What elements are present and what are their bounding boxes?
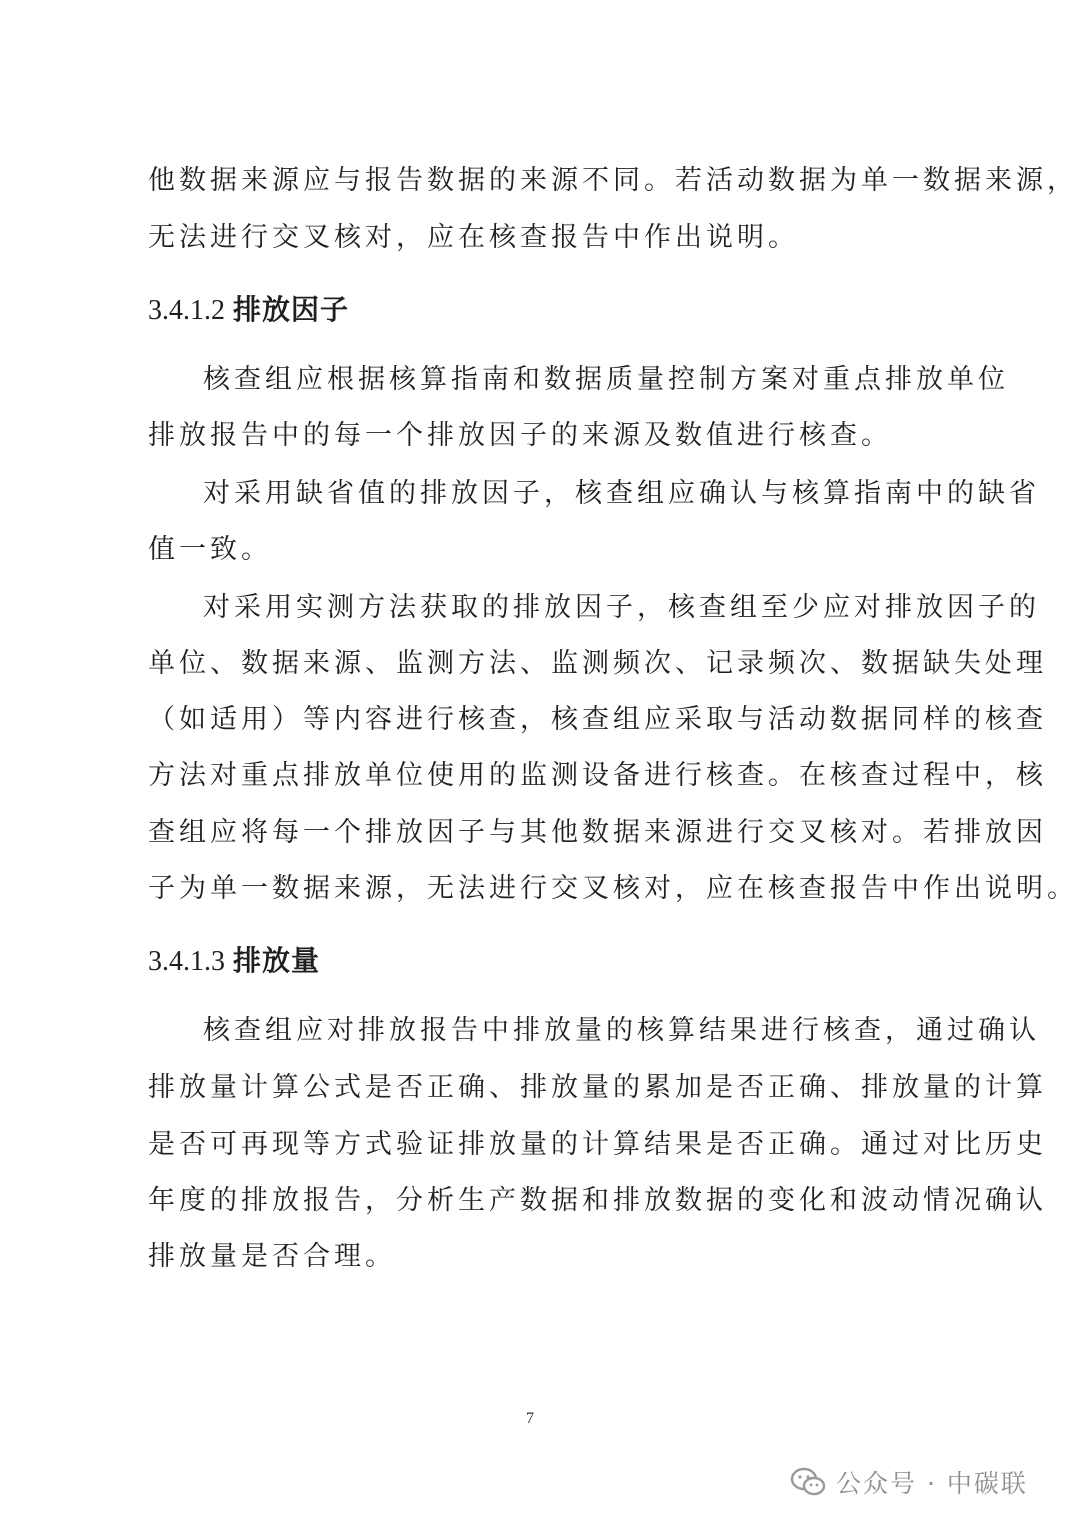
paragraph-line: 子为单一数据来源，无法进行交叉核对，应在核查报告中作出说明。 bbox=[148, 873, 1078, 904]
watermark bbox=[790, 1462, 1028, 1502]
paragraph-line: 值一致。 bbox=[148, 534, 272, 565]
paragraph-line: 无法进行交叉核对，应在核查报告中作出说明。 bbox=[148, 222, 799, 253]
paragraph-line: 查组应将每一个排放因子与其他数据来源进行交叉核对。若排放因 bbox=[148, 817, 1047, 848]
section-heading-3-4-1-3 bbox=[148, 943, 320, 980]
section-number: 3.4.1.2 bbox=[148, 295, 225, 326]
page-number: 7 bbox=[526, 1410, 534, 1427]
section-number: 3.4.1.3 bbox=[148, 946, 225, 977]
paragraph-line: 排放报告中的每一个排放因子的来源及数值进行核查。 bbox=[148, 420, 892, 451]
paragraph-line: 对采用实测方法获取的排放因子，核查组至少应对排放因子的 bbox=[203, 592, 1040, 623]
paragraph-line: 他数据来源应与报告数据的来源不同。若活动数据为单一数据来源， bbox=[148, 165, 1078, 196]
paragraph-line: 是否可再现等方式验证排放量的计算结果是否正确。通过对比历史 bbox=[148, 1129, 1047, 1160]
paragraph-line: （如适用）等内容进行核查，核查组应采取与活动数据同样的核查 bbox=[148, 704, 1047, 735]
paragraph-line: 核查组应对排放报告中排放量的核算结果进行核查，通过确认 bbox=[203, 1015, 1040, 1046]
paragraph-line: 核查组应根据核算指南和数据质量控制方案对重点排放单位 bbox=[203, 364, 1009, 395]
wechat-icon bbox=[790, 1467, 826, 1497]
paragraph-line: 对采用缺省值的排放因子，核查组应确认与核算指南中的缺省 bbox=[203, 478, 1040, 509]
paragraph-line: 排放量计算公式是否正确、排放量的累加是否正确、排放量的计算 bbox=[148, 1072, 1047, 1103]
section-heading-3-4-1-2 bbox=[148, 292, 349, 329]
paragraph-line: 排放量是否合理。 bbox=[148, 1241, 396, 1272]
paragraph-line: 方法对重点排放单位使用的监测设备进行核查。在核查过程中，核 bbox=[148, 760, 1047, 791]
section-title: 排放量 bbox=[233, 944, 321, 977]
paragraph-line: 年度的排放报告，分析生产数据和排放数据的变化和波动情况确认 bbox=[148, 1185, 1047, 1216]
section-title: 排放因子 bbox=[233, 293, 350, 326]
paragraph-line: 单位、数据来源、监测方法、监测频次、记录频次、数据缺失处理 bbox=[148, 648, 1047, 679]
watermark-text: 公众号 · 中碳联 bbox=[836, 1469, 1028, 1498]
